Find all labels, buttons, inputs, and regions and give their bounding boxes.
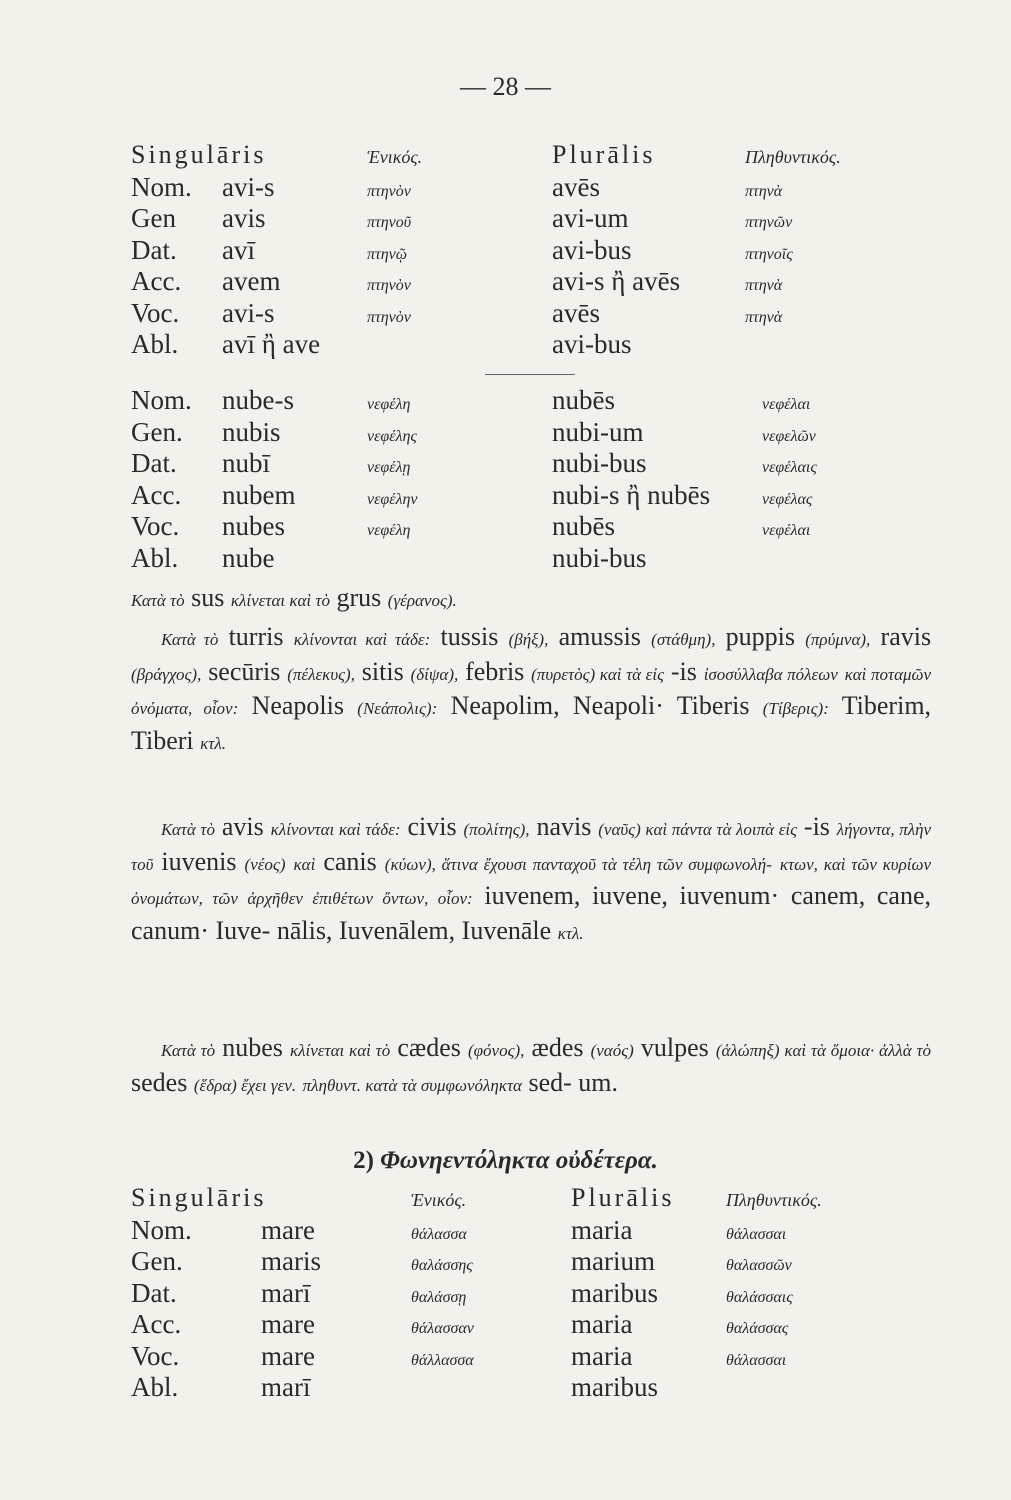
latin-word: Tiberim, Tiberi <box>131 691 932 755</box>
latin-word: turris <box>228 622 284 651</box>
singular-greek: νεφέλης <box>367 427 417 445</box>
greek-text: (κύων), ἅτινα ἔχουσι πανταχοῦ τὰ τέλη τῶν συμφωνολή- <box>384 854 772 874</box>
table-row <box>131 1309 901 1341</box>
plural-latin: maria <box>571 1340 633 1371</box>
singular-latin: avis <box>222 203 266 233</box>
singular-greek <box>367 329 552 361</box>
singular-greek: θάλλασσα <box>411 1351 474 1369</box>
table-row <box>131 235 915 267</box>
singular-latin: nube-s <box>222 385 294 415</box>
singular-greek: πτηνὸν <box>367 308 411 326</box>
singular-greek: πτηνοῦ <box>367 214 412 231</box>
greek-text: (πολίτης), <box>463 820 530 839</box>
latin-word: avis <box>221 812 264 841</box>
greek-text: κλίνεται καὶ τὸ <box>230 591 330 610</box>
table-row <box>131 298 915 330</box>
plural-greek: πτηνὰ <box>745 182 783 200</box>
latin-word: Neapolim, <box>450 691 560 720</box>
header-plural-greek: Πληθυντικός. <box>726 1190 822 1210</box>
case-label: Dat. <box>131 448 177 478</box>
greek-text: (φόνος), <box>467 1041 525 1060</box>
table-row <box>131 1246 901 1278</box>
singular-greek: θαλάσσῃ <box>411 1288 467 1306</box>
greek-text: ἰσοσύλλαβα πόλεων <box>703 664 838 684</box>
header-singular-greek: Ἑνικός. <box>367 147 423 167</box>
latin-word: Neapoli· Tiberis <box>572 691 750 720</box>
table-row <box>131 385 915 417</box>
greek-text: (ἕδρα) ἔχει γεν. <box>193 1075 297 1095</box>
plural-latin: avi-bus <box>552 234 632 265</box>
plural-greek: πτηνοῖς <box>745 245 793 263</box>
table-row <box>131 172 915 204</box>
case-label: Nom. <box>131 1214 192 1245</box>
latin-word: sitis <box>361 656 404 686</box>
singular-latin: maris <box>261 1246 321 1276</box>
plural-latin: marium <box>571 1246 655 1276</box>
latin-word: -is <box>670 656 697 686</box>
greek-text: κλίνεται καὶ τὸ <box>290 1041 391 1060</box>
case-label: Voc. <box>131 511 180 541</box>
header-singular-greek: Ἑνικός. <box>411 1190 467 1210</box>
table-row <box>131 1372 901 1404</box>
case-label: Acc. <box>131 1309 182 1339</box>
plural-latin: nubi-um <box>552 416 644 447</box>
latin-word: civis <box>407 812 457 841</box>
plural-latin: nubi-s ἢ nubēs <box>552 479 711 510</box>
greek-text: (ἀλώπηξ) καὶ τὰ ὅμοια· ἀλλὰ τὸ <box>715 1041 932 1060</box>
paragraph-sus-grus <box>131 582 931 617</box>
paragraph-turris <box>131 621 931 759</box>
table-row <box>131 203 915 235</box>
greek-text: κλίνονται καὶ τάδε: <box>293 630 431 649</box>
singular-latin: nubes <box>222 511 285 541</box>
case-label: Voc. <box>131 1340 180 1371</box>
singular-greek: νεφέλη <box>367 396 411 413</box>
greek-text: (νέος) <box>244 854 286 874</box>
singular-latin: nubis <box>222 416 281 447</box>
singular-greek: νεφέλῃ <box>367 459 411 476</box>
singular-latin: marī <box>261 1372 311 1402</box>
latin-word: cædes <box>397 1033 461 1062</box>
plural-greek: νεφέλαι <box>762 396 811 413</box>
latin-word: ravis <box>880 622 932 651</box>
table-header-row <box>131 1183 901 1215</box>
plural-greek: θαλάσσαις <box>726 1288 793 1306</box>
header-singularis: Singulāris <box>131 140 267 169</box>
table-row <box>131 1341 901 1373</box>
table-row <box>131 1215 901 1247</box>
plural-latin: nubi-bus <box>552 448 647 478</box>
latin-word: febris <box>465 656 525 686</box>
page-number: — 28 — <box>460 72 551 101</box>
singular-greek <box>367 543 552 575</box>
latin-word: tussis <box>440 622 499 651</box>
table-row <box>131 448 915 480</box>
plural-latin: avi-bus <box>552 329 632 359</box>
plural-greek: νεφέλας <box>762 490 813 508</box>
latin-word: iuvenis <box>161 846 237 876</box>
declension-table-mare <box>131 1183 901 1404</box>
case-label: Nom. <box>131 171 192 202</box>
greek-text: Κατὰ τὸ <box>161 630 219 649</box>
latin-word: grus <box>336 583 382 612</box>
plural-latin: avēs <box>552 297 600 328</box>
greek-text: (βήξ), <box>508 630 549 649</box>
table-row <box>131 266 915 298</box>
latin-word: navis <box>536 812 592 841</box>
case-label: Dat. <box>131 1277 177 1308</box>
singular-latin: avem <box>222 266 281 296</box>
case-label: Nom. <box>131 385 192 415</box>
plural-greek: θαλάσσας <box>726 1320 789 1337</box>
header-plural-greek: Πληθυντικός. <box>745 147 841 167</box>
greek-text: Κατὰ τὸ <box>161 820 215 839</box>
singular-latin: mare <box>261 1309 315 1339</box>
plural-latin: maribus <box>571 1372 658 1402</box>
latin-word: amussis <box>558 622 641 651</box>
plural-greek: θάλασσαι <box>726 1351 787 1369</box>
section-title: Φωνηεντόληκτα οὐδέτερα. <box>380 1147 658 1174</box>
section-heading <box>0 1147 1011 1175</box>
singular-latin: avi-s <box>222 171 275 202</box>
case-label: Acc. <box>131 479 182 510</box>
case-label: Gen. <box>131 416 183 447</box>
latin-word: ædes <box>531 1033 584 1062</box>
table-row <box>131 417 915 449</box>
greek-text: καὶ ποταμῶν ὀνόματα, οἷον: <box>131 664 932 718</box>
case-label: Abl. <box>131 1372 179 1402</box>
plural-greek: θάλασσαι <box>726 1225 787 1243</box>
singular-greek <box>411 1372 571 1404</box>
table-row <box>131 329 915 361</box>
greek-text: (πρύμνα), <box>805 630 871 649</box>
table-row <box>131 480 915 512</box>
paragraph-nubes <box>131 1032 931 1101</box>
plural-latin: nubēs <box>552 385 615 415</box>
plural-greek: νεφέλαι <box>762 522 811 539</box>
plural-latin: maribus <box>571 1277 658 1308</box>
greek-text: (ναῦς) καὶ πάντα τὰ λοιπὰ εἰς <box>598 820 798 839</box>
separator-rule <box>485 374 575 375</box>
greek-text: καὶ <box>293 854 316 874</box>
greek-text: (δίψα), <box>410 664 459 684</box>
latin-word: sed- um. <box>528 1067 619 1097</box>
greek-text: κλίνονται καὶ τάδε: <box>270 820 401 839</box>
greek-text: (βράγχος), <box>131 664 202 684</box>
plural-greek: νεφελῶν <box>762 427 816 445</box>
greek-text: (πέλεκυς), <box>287 664 355 684</box>
declension-table-avis <box>131 140 915 361</box>
plural-greek <box>745 329 915 361</box>
declension-table-nubes <box>131 385 915 574</box>
greek-text: λήγοντα, πλὴν τοῦ <box>131 820 932 874</box>
latin-word: sus <box>191 583 225 612</box>
singular-greek: πτηνὸν <box>367 277 411 294</box>
plural-greek: πτηνὰ <box>745 308 783 326</box>
header-pluralis: Plurālis <box>571 1183 675 1212</box>
section-number: 2) <box>353 1147 374 1174</box>
plural-latin: nubi-bus <box>552 542 647 573</box>
greek-text: Κατὰ τὸ <box>161 1041 216 1060</box>
singular-greek: θάλασσαν <box>411 1320 474 1337</box>
plural-greek <box>726 1372 901 1404</box>
greek-text: (ναός) <box>590 1041 634 1060</box>
plural-greek <box>762 543 915 575</box>
greek-text: κτλ. <box>200 733 226 753</box>
singular-latin: marī <box>261 1277 311 1308</box>
header-pluralis: Plurālis <box>552 140 656 169</box>
case-label: Acc. <box>131 266 182 296</box>
plural-greek: πτηνὰ <box>745 277 783 294</box>
latin-word: -is <box>803 812 830 841</box>
table-row <box>131 511 915 543</box>
singular-latin: avi-s <box>222 297 275 328</box>
latin-word: canis <box>323 846 377 876</box>
latin-word: Neapolis <box>251 691 344 720</box>
plural-latin: nubēs <box>552 511 615 541</box>
table-header-row <box>131 140 915 172</box>
singular-greek: θάλασσα <box>411 1225 467 1243</box>
singular-latin: mare <box>261 1340 315 1371</box>
header-singularis: Singulāris <box>131 1183 267 1212</box>
latin-word: iuvenem, iuvene, iuvenum· canem, cane, canum· Iuve- <box>131 881 931 945</box>
plural-latin: avi-um <box>552 203 629 233</box>
singular-greek: πτηνῷ <box>367 245 408 263</box>
case-label: Dat. <box>131 234 177 265</box>
singular-latin: nubem <box>222 479 296 510</box>
latin-word: nālis, Iuvenālem, Iuvenāle <box>276 915 552 945</box>
latin-word: puppis <box>725 622 796 651</box>
case-label: Gen. <box>131 1246 183 1276</box>
greek-text: πληθυντ. κατὰ τὰ συμφωνόληκτα <box>302 1075 522 1095</box>
table-row <box>131 1278 901 1310</box>
plural-greek: νεφέλαις <box>762 459 817 476</box>
case-label: Voc. <box>131 297 180 328</box>
latin-word: nubes <box>222 1033 283 1062</box>
singular-latin: avī ἢ ave <box>222 329 321 359</box>
greek-text: (στάθμη), <box>651 630 716 649</box>
singular-latin: nubī <box>222 448 271 478</box>
greek-text: κτλ. <box>557 923 584 943</box>
greek-text: (πυρετὸς) καὶ τὰ εἰς <box>531 664 665 684</box>
plural-latin: maria <box>571 1309 633 1339</box>
latin-word: secūris <box>208 656 281 686</box>
plural-greek: πτηνῶν <box>745 214 793 231</box>
singular-greek: νεφέλην <box>367 490 418 508</box>
greek-text: Κατὰ τὸ <box>131 591 185 610</box>
singular-latin: avī <box>222 234 255 265</box>
plural-latin: maria <box>571 1214 633 1245</box>
plural-latin: avēs <box>552 171 600 202</box>
singular-greek: θαλάσσης <box>411 1257 473 1274</box>
greek-text: (γέρανος). <box>387 591 457 610</box>
singular-greek: νεφέλη <box>367 522 411 539</box>
latin-word: vulpes <box>640 1033 709 1062</box>
greek-text: (Νεάπολις): <box>357 699 438 718</box>
plural-latin: avi-s ἢ avēs <box>552 266 681 296</box>
singular-latin: mare <box>261 1214 315 1245</box>
table-row <box>131 543 915 575</box>
singular-latin: nube <box>222 542 275 573</box>
greek-text: κτων, καὶ τῶν κυρίων ὀνομάτων, τῶν ἀρχῆθεν ἐπιθέτων ὄντων, οἷον: <box>131 854 932 908</box>
paragraph-avis <box>131 811 931 949</box>
plural-greek: θαλασσῶν <box>726 1257 792 1274</box>
case-label: Gen <box>131 203 176 233</box>
case-label: Abl. <box>131 329 179 359</box>
greek-text: (Τίβερις): <box>762 699 829 718</box>
latin-word: sedes <box>131 1067 188 1097</box>
case-label: Abl. <box>131 542 179 573</box>
singular-greek: πτηνὸν <box>367 182 411 200</box>
